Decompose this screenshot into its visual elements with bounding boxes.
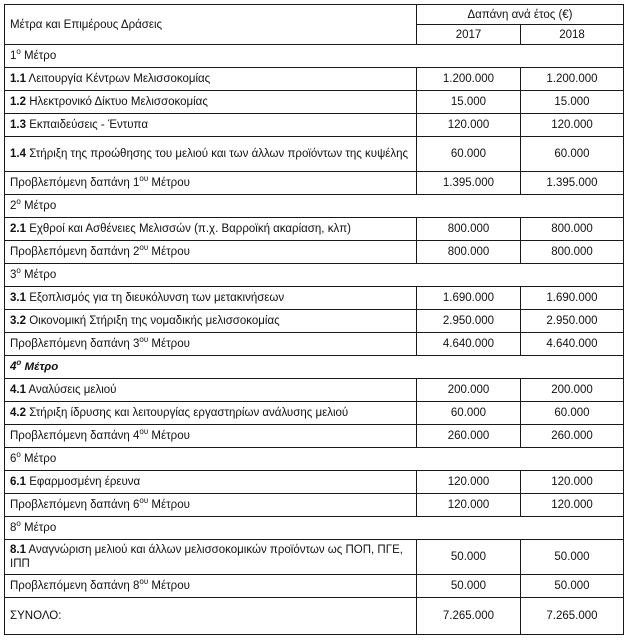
subtotal-row bbox=[5, 172, 624, 195]
section-number: 3 bbox=[10, 269, 17, 281]
header-row bbox=[5, 5, 624, 25]
subtotal-word: Μέτρου bbox=[148, 499, 190, 511]
header-year-2018: 2018 bbox=[521, 25, 624, 45]
value-2018: 1.395.000 bbox=[521, 172, 624, 195]
section-number: 2 bbox=[10, 200, 17, 212]
action-text: Εκπαιδεύσεις - Έντυπα bbox=[26, 119, 148, 131]
value-2018: 120.000 bbox=[521, 471, 624, 494]
action-cell bbox=[5, 68, 417, 91]
subtotal-word: Μέτρου bbox=[148, 246, 190, 258]
action-code: 1.2 bbox=[10, 96, 26, 108]
action-code: 8.1 bbox=[10, 544, 26, 556]
section-row bbox=[5, 517, 624, 540]
subtotal-word: Μέτρου bbox=[148, 430, 190, 442]
value-2017: 800.000 bbox=[417, 241, 521, 264]
action-cell bbox=[5, 114, 417, 137]
section-label bbox=[10, 450, 57, 465]
action-cell bbox=[5, 287, 417, 310]
value-2018: 60.000 bbox=[521, 402, 624, 425]
label-cell bbox=[5, 241, 417, 264]
value-2018: 50.000 bbox=[521, 575, 624, 598]
section-row bbox=[5, 356, 624, 379]
subtotal-row bbox=[5, 425, 624, 448]
section-label bbox=[10, 519, 57, 534]
subtotal-label: Προβλεπόμενη δαπάνη 2 bbox=[10, 246, 140, 258]
subtotal-label: Προβλεπόμενη δαπάνη 3 bbox=[10, 338, 140, 350]
action-cell bbox=[5, 218, 417, 241]
action-text: Αναλύσεις μελιού bbox=[26, 384, 117, 396]
section-word: Μέτρο bbox=[20, 453, 57, 465]
value-2017: 800.000 bbox=[417, 218, 521, 241]
action-cell bbox=[5, 379, 417, 402]
section-ordinal: ο bbox=[16, 450, 21, 460]
value-2017: 15.000 bbox=[417, 91, 521, 114]
action-code: 3.1 bbox=[10, 292, 26, 304]
value-2017: 200.000 bbox=[417, 379, 521, 402]
action-cell bbox=[5, 137, 417, 172]
section-title bbox=[5, 195, 624, 218]
subtotal-word: Μέτρου bbox=[148, 338, 190, 350]
value-2018: 7.265.000 bbox=[521, 598, 624, 635]
value-2018: 120.000 bbox=[521, 494, 624, 517]
subtotal-row bbox=[5, 575, 624, 598]
value-2018: 15.000 bbox=[521, 91, 624, 114]
value-2018: 1.690.000 bbox=[521, 287, 624, 310]
section-row bbox=[5, 195, 624, 218]
value-2018: 50.000 bbox=[521, 540, 624, 575]
action-code: 4.1 bbox=[10, 384, 26, 396]
grand-total-row bbox=[5, 598, 624, 635]
action-cell bbox=[5, 540, 417, 575]
subtotal-label: Προβλεπόμενη δαπάνη 1 bbox=[10, 177, 140, 189]
action-code: 3.2 bbox=[10, 315, 26, 327]
section-title bbox=[5, 45, 624, 68]
subtotal-word: Μέτρου bbox=[148, 177, 190, 189]
section-ordinal: ο bbox=[16, 519, 21, 529]
value-2017: 1.200.000 bbox=[417, 68, 521, 91]
label-cell bbox=[5, 333, 417, 356]
action-text: Στήριξη της προώθησης του μελιού και των άλλων προϊόντων της κυψέλης bbox=[26, 148, 409, 160]
action-code: 1.1 bbox=[10, 73, 26, 85]
action-text: Εφαρμοσμένη έρευνα bbox=[26, 476, 141, 488]
value-2018: 2.950.000 bbox=[521, 310, 624, 333]
action-code: 6.1 bbox=[10, 476, 26, 488]
grand-total-label: ΣΥΝΟΛΟ: bbox=[10, 610, 62, 622]
action-text: Ηλεκτρονικό Δίκτυο Μελισσοκομίας bbox=[26, 96, 208, 108]
action-cell bbox=[5, 471, 417, 494]
value-2018: 200.000 bbox=[521, 379, 624, 402]
section-ordinal: ο bbox=[16, 47, 21, 57]
action-cell bbox=[5, 310, 417, 333]
section-title bbox=[5, 356, 624, 379]
action-text: Στήριξη ίδρυσης και λειτουργίας εργαστηρίων ανάλυσης μελιού bbox=[26, 407, 349, 419]
section-row bbox=[5, 448, 624, 471]
value-2018: 60.000 bbox=[521, 137, 624, 172]
subtotal-label: Προβλεπόμενη δαπάνη 6 bbox=[10, 499, 140, 511]
action-text: Αναγνώριση μελιού και άλλων μελισσοκομικών προϊόντων ως ΠΟΠ, ΠΓΕ, ΙΠΠ bbox=[10, 544, 403, 570]
table-row bbox=[5, 471, 624, 494]
action-text: Λειτουργία Κέντρων Μελισσοκομίας bbox=[26, 73, 211, 85]
label-cell bbox=[5, 575, 417, 598]
value-2017: 7.265.000 bbox=[417, 598, 521, 635]
action-text: Οικονομική Στήριξη της νομαδικής μελισσοκομίας bbox=[26, 315, 280, 327]
value-2018: 120.000 bbox=[521, 114, 624, 137]
subtotal-label: Προβλεπόμενη δαπάνη 8 bbox=[10, 580, 140, 592]
value-2017: 50.000 bbox=[417, 575, 521, 598]
value-2017: 50.000 bbox=[417, 540, 521, 575]
subtotal-row bbox=[5, 333, 624, 356]
action-text: Εχθροί και Ασθένειες Μελισσών (π.χ. Βαρροϊκή ακαρίαση, κλπ) bbox=[26, 223, 351, 235]
value-2018: 4.640.000 bbox=[521, 333, 624, 356]
header-cost-per-year: Δαπάνη ανά έτος (€) bbox=[417, 5, 624, 25]
action-code: 2.1 bbox=[10, 223, 26, 235]
label-cell bbox=[5, 598, 417, 635]
table-row bbox=[5, 402, 624, 425]
value-2017: 60.000 bbox=[417, 137, 521, 172]
value-2017: 1.395.000 bbox=[417, 172, 521, 195]
table-row bbox=[5, 540, 624, 575]
subtotal-ordinal: ου bbox=[139, 496, 149, 506]
section-ordinal: ο bbox=[16, 266, 21, 276]
subtotal-ordinal: ου bbox=[139, 243, 149, 253]
label-cell bbox=[5, 172, 417, 195]
header-measures: Μέτρα και Επιμέρους Δράσεις bbox=[5, 5, 417, 45]
action-cell bbox=[5, 91, 417, 114]
section-label bbox=[10, 47, 57, 62]
value-2017: 4.640.000 bbox=[417, 333, 521, 356]
subtotal-ordinal: ου bbox=[139, 577, 149, 587]
section-title bbox=[5, 517, 624, 540]
value-2017: 120.000 bbox=[417, 114, 521, 137]
section-number: 6 bbox=[10, 453, 17, 465]
value-2017: 120.000 bbox=[417, 494, 521, 517]
header-year-2017: 2017 bbox=[417, 25, 521, 45]
value-2017: 120.000 bbox=[417, 471, 521, 494]
table-row bbox=[5, 91, 624, 114]
action-text: Εξοπλισμός για τη διευκόλυνση των μετακινήσεων bbox=[26, 292, 285, 304]
subtotal-ordinal: ου bbox=[139, 427, 149, 437]
budget-table bbox=[4, 4, 624, 635]
action-code: 1.4 bbox=[10, 148, 26, 160]
section-label bbox=[10, 358, 59, 373]
subtotal-word: Μέτρου bbox=[148, 580, 190, 592]
subtotal-row bbox=[5, 494, 624, 517]
value-2018: 260.000 bbox=[521, 425, 624, 448]
section-ordinal: ο bbox=[16, 197, 21, 207]
action-cell bbox=[5, 402, 417, 425]
subtotal-row bbox=[5, 241, 624, 264]
section-label bbox=[10, 266, 57, 281]
table-row bbox=[5, 310, 624, 333]
section-number: 1 bbox=[10, 50, 17, 62]
subtotal-label: Προβλεπόμενη δαπάνη 4 bbox=[10, 430, 140, 442]
label-cell bbox=[5, 494, 417, 517]
subtotal-ordinal: ου bbox=[139, 335, 149, 345]
section-title bbox=[5, 264, 624, 287]
value-2018: 1.200.000 bbox=[521, 68, 624, 91]
table-row bbox=[5, 218, 624, 241]
section-word: Μέτρο bbox=[20, 522, 57, 534]
value-2017: 260.000 bbox=[417, 425, 521, 448]
table-row bbox=[5, 287, 624, 310]
section-ordinal: ο bbox=[16, 358, 22, 368]
section-title bbox=[5, 448, 624, 471]
value-2017: 2.950.000 bbox=[417, 310, 521, 333]
value-2017: 60.000 bbox=[417, 402, 521, 425]
label-cell bbox=[5, 425, 417, 448]
section-number: 8 bbox=[10, 522, 17, 534]
action-code: 1.3 bbox=[10, 119, 26, 131]
section-row bbox=[5, 264, 624, 287]
table-row bbox=[5, 137, 624, 172]
action-code: 4.2 bbox=[10, 407, 26, 419]
section-row bbox=[5, 45, 624, 68]
section-number: 4 bbox=[10, 361, 17, 373]
budget-table-body bbox=[5, 5, 624, 635]
table-row bbox=[5, 379, 624, 402]
section-word: Μέτρο bbox=[20, 200, 57, 212]
value-2017: 1.690.000 bbox=[417, 287, 521, 310]
section-word: Μέτρο bbox=[20, 50, 57, 62]
section-word: Μέτρο bbox=[20, 269, 57, 281]
subtotal-ordinal: ου bbox=[139, 174, 149, 184]
table-row bbox=[5, 114, 624, 137]
section-label bbox=[10, 197, 57, 212]
value-2018: 800.000 bbox=[521, 241, 624, 264]
table-row bbox=[5, 68, 624, 91]
section-word: Μέτρο bbox=[21, 361, 59, 373]
value-2018: 800.000 bbox=[521, 218, 624, 241]
